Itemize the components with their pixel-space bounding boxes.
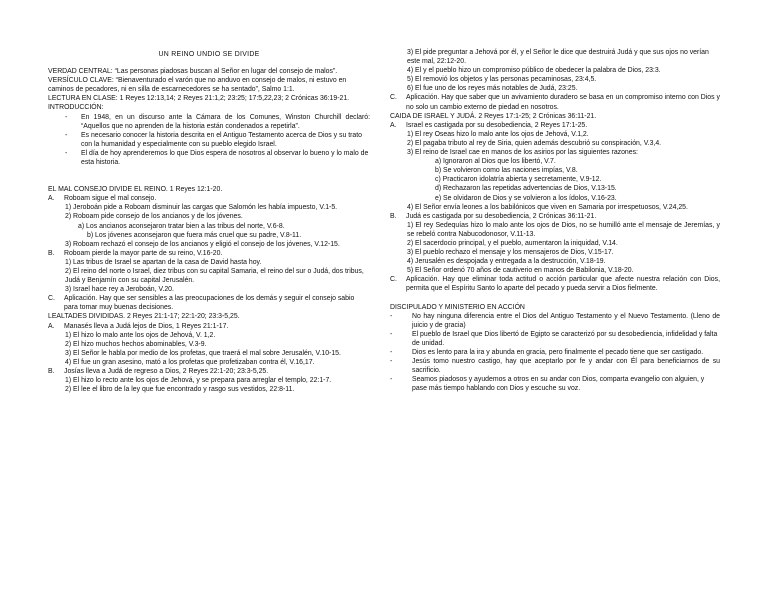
outline-item: A. Israel es castigada por su desobediencia, 2 Reyes 17:1-25. (390, 121, 588, 129)
section-heading: DISCIPULADO Y MINISTERIO EN ACCIÓN (390, 303, 525, 311)
bullet-item: - Seamos piadosos y ayudemos a otros en su andar con Dios, comparta evangelio con alguien, y pase más tiempo hablando con Dios y escuche su voz. (390, 376, 705, 393)
outline-item: A. Roboam sigue el mal consejo. (48, 195, 157, 203)
intro-item: - El día de hoy aprenderemos lo que Dios espera de nosotros al observar lo bueno y lo malo de esta historia. (65, 149, 369, 167)
outline-subitem: 2) El reino del norte o Israel, diez tribus con su capital Samaria, el reino del sur o Judá, dos tribus, Judá y Benjamín con su capital Jerusalén. (65, 267, 364, 285)
outline-subsubitem: e) Se olvidaron de Dios y se volvieron a los ídolos, V.16-23. (435, 194, 617, 202)
verdad-central: VERDAD CENTRAL: “Las personas piadosas buscan al Señor en lugar del consejo de malos”. (48, 68, 338, 76)
outline-subitem: 4) Jerusalén es despojada y entregada a la destrucción, V.18-19. (407, 258, 606, 266)
outline-subitem: 3) El pueblo rechazo el mensaje y los mensajeros de Dios, V.15-17. (407, 249, 614, 257)
outline-subitem: 3) El Señor le habla por medio de los profetas, que traerá el mal sobre Jerusalén, V.10-15. (65, 349, 341, 357)
outline-subitem: 4) El fue un gran asesino, mató a los profetas que profetizaban contra él, V.16,17. (65, 358, 315, 366)
outline-subitem: 1) El hizo lo malo ante los ojos de Jehová, V. 1,2. (65, 331, 216, 339)
outline-subitem: 1) El rey Oseas hizo lo malo ante los ojos de Jehová, V.1,2. (407, 130, 589, 138)
outline-subitem: 1) Las tribus de Israel se apartan de la casa de David hasta hoy. (65, 258, 262, 266)
outline-subitem: 3) Israel hace rey a Jeroboán, V.20. (65, 286, 174, 294)
outline-subsubitem: d) Rechazaron las repetidas advertencias de Dios, V.13-15. (435, 185, 617, 193)
outline-item: A. Manasés lleva a Judá lejos de Dios, 1 Reyes 21:1-17. (48, 322, 229, 330)
intro-item: - En 1948, en un discurso ante la Cámara de los Comunes, Winston Churchill declaró: “Aquellos que no aprenden de la historia están condenados a repetirla”. (65, 113, 370, 130)
outline-subitem: 5) El Señor ordenó 70 años de cautiverio en manos de Babilonia, V.18-20. (407, 267, 634, 275)
outline-subitem: 2) El pagaba tributo al rey de Siria, quien además descubrió su conspiración, V.3,4. (407, 139, 662, 147)
section-heading: CAIDA DE ISRAEL Y JUDÁ. 2 Reyes 17:1-25; 2 Crónicas 36:11-21. (390, 112, 597, 120)
outline-subsubitem: b) Se volvieron como las naciones impías, V.8. (435, 167, 578, 175)
right-column (390, 48, 720, 393)
outline-subitem: 2) Roboam pide consejo de los ancianos y de los jóvenes. (65, 213, 243, 221)
outline-subitem: 1) El hizo lo recto ante los ojos de Jehová, y se prepara para arreglar el templo, 22:1-7. (65, 377, 332, 385)
outline-item: C. Aplicación. Hay que saber que un avivamiento duradero se basa en un compromiso interno con Dios y no solo un cambio externo de piedad en nosotros. (390, 94, 720, 111)
lectura-en-clase: LECTURA EN CLASE: 1 Reyes 12:13,14; 2 Reyes 21:1,2; 23:25; 17:5,22,23; 2 Crónicas 36:19-21. (48, 95, 350, 103)
bullet-item: - El pueblo de Israel que Dios libertó de Egipto se caracterizó por su desobediencia, infidelidad y falta de unidad. (390, 330, 718, 347)
outline-subitem: 2) El hizo muchos hechos abominables, V.3-9. (65, 340, 207, 348)
outline-subsubitem: c) Practicaron idolatría abierta y secretamente, V.9-12. (435, 176, 602, 184)
outline-subitem: 2) El lee el libro de la ley que fue encontrado y rasgo sus vestidos, 22:8-11. (65, 386, 295, 394)
outline-item: B. Judá es castigada por su desobediencia, 2 Crónicas 36:11-21. (390, 212, 597, 220)
outline-subitem: 4) El y el pueblo hizo un compromiso público de obedecer la palabra de Dios, 23:3. (407, 67, 661, 75)
intro-heading: INTRODUCCIÓN: (48, 104, 104, 112)
bullet-item: - No hay ninguna diferencia entre el Dios del Antiguo Testamento y el Nuevo Testamento. (Lleno de juicio y de gracia) (390, 312, 720, 329)
outline-subitem: 3) Roboam rechazó el consejo de los ancianos y eligió el consejo de los jóvenes, V.12-15. (65, 240, 340, 248)
outline-subitem: 3) El reino de Israel cae en manos de los asirios por las siguientes razones: (407, 149, 638, 157)
bullet-item: - Jesús tomo nuestro castigo, hay que aceptarlo por fe y andar con Él para beneficiarnos de su sacrificio. (390, 358, 720, 375)
section-heading: LEALTADES DIVIDIDAS. 2 Reyes 21:1-17; 22:1-20; 23:3-5,25. (48, 313, 240, 321)
outline-item: C. Aplicación. Hay que ser sensibles a las preocupaciones de los demás y seguir el consejo sabio para tomar muy buenas decisiones. (48, 295, 355, 312)
bullet-item: - Dios es lento para la ira y abunda en gracia, pero finalmente el pecado tiene que ser castigado. (390, 349, 704, 356)
outline-subitem: 1) Jeroboán pide a Roboam disminuir las cargas que Salomón les había impuesto, V.1-5. (65, 204, 338, 212)
intro-item: - Es necesario conocer la historia descrita en el Antiguo Testamento acerca de Dios y su trato con la humanidad y especialmente con su pueblo elegido Israel. (65, 131, 363, 148)
versiculo-clave: VERSÍCULO CLAVE: “Bienaventurado el varón que no anduvo en consejo de malos, ni estuvo en caminos de pecadores, ni en silla de escarnecedores se ha sentado”, Salmo 1:1. (48, 77, 347, 94)
outline-subitem: 3) El pide preguntar a Jehová por él, y el Señor le dice que destruirá Judá y que sus ojos no verían este mal, 22:12-20. (407, 49, 709, 66)
outline-subitem: 5) El removió los objetos y las personas pecaminosas, 23:4,5. (407, 76, 597, 84)
outline-item: B. Josías lleva a Judá de regreso a Dios, 2 Reyes 22:1-20; 23:3-5,25. (48, 368, 269, 375)
outline-subitem: 6) El fue uno de los reyes más notables de Judá, 23:25. (407, 85, 578, 93)
outline-item: C. Aplicación. Hay que eliminar toda actitud o acción particular que afecte nuestra relación con Dios, permita que el Espíritu Santo lo aparte del pecado y pueda servir a Dios fielmente. (390, 276, 720, 293)
page-title: UN REINO UNDIO SE DIVIDE (158, 51, 260, 58)
left-column (48, 0, 370, 394)
outline-subitem: 2) El sacerdocio principal, y el pueblo, aumentaron la iniquidad, V.14. (407, 239, 618, 247)
section-heading: EL MAL CONSEJO DIVIDE EL REINO. 1 Reyes 12:1-20. (48, 186, 223, 194)
outline-subsubitem: a) Ignoraron al Dios que los libertó, V.7. (435, 158, 556, 166)
outline-item: B. Roboam pierde la mayor parte de su reino, V.16-20. (48, 249, 223, 257)
outline-subsubitem: b) Los jóvenes aconsejaron que fuera más cruel que su padre, V.8-11. (87, 231, 302, 239)
outline-subsubitem: a) Los ancianos aconsejaron tratar bien a las tribus del norte, V.6-8. (78, 222, 285, 230)
outline-subitem: 1) El rey Sedequías hizo lo malo ante los ojos de Dios, no se humilló ante el mensaje de Jeremías, y se rebeló contra Nabucodonosor, V.11-13. (407, 221, 720, 238)
outline-subitem: 4) El Señor envía leones a los babilónicos que viven en Samaria por irrespetuosos, V.24,25. (407, 203, 688, 211)
